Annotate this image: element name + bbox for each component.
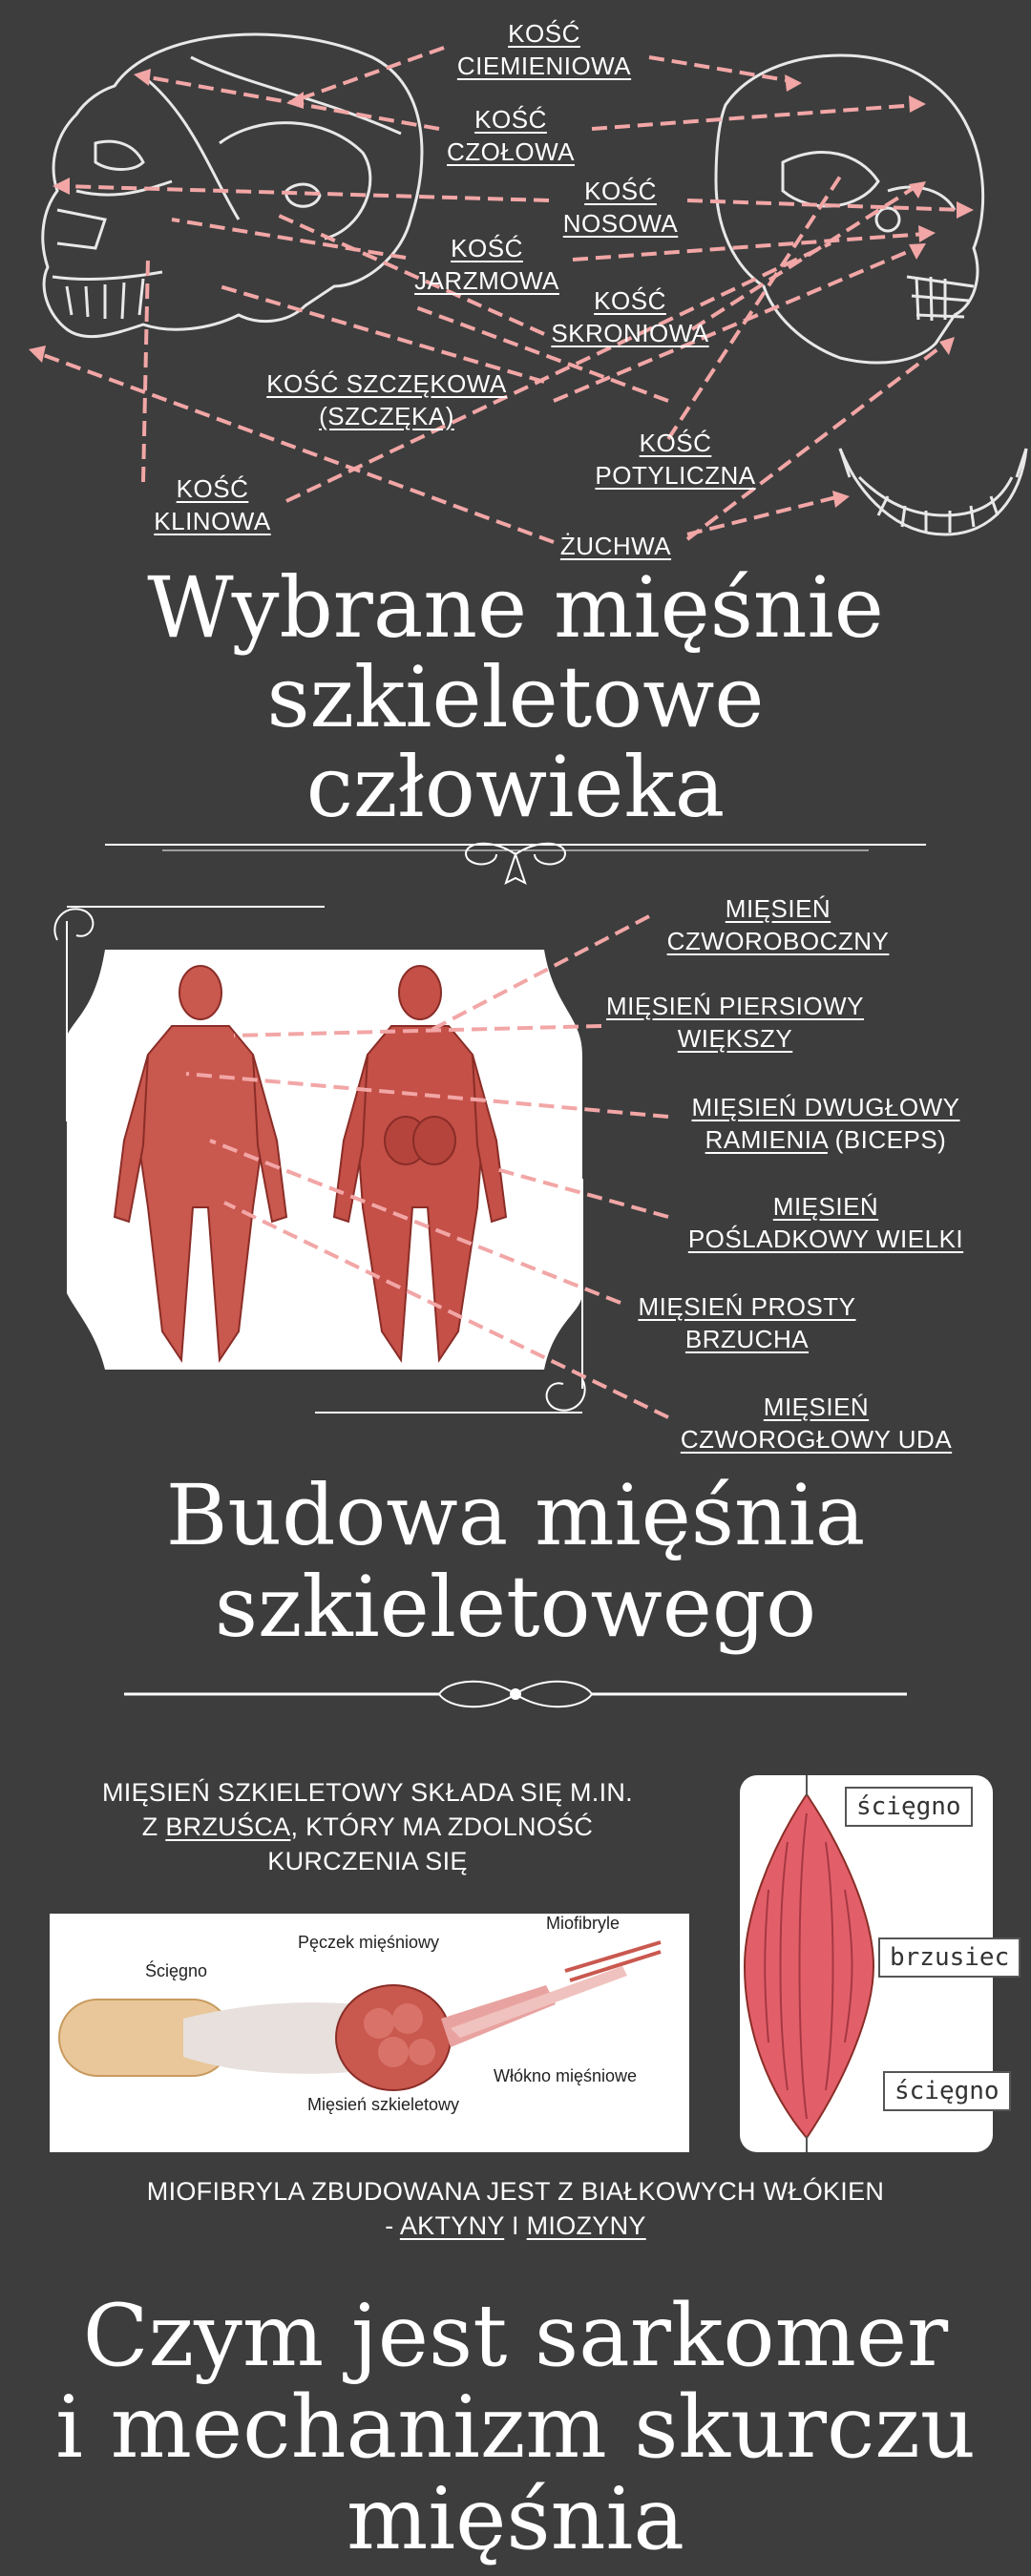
label-line: KLINOWA [154, 507, 271, 535]
label-line: ŻUCHWA [559, 532, 672, 560]
sticky-note-tendon-bottom: ścięgno [883, 2071, 1011, 2111]
label-occipital-bone [573, 427, 778, 492]
label-line: POŚLADKOWY WIELKI [687, 1225, 964, 1253]
label-mandible [544, 530, 687, 562]
actin-term: AKTYNY [399, 2211, 505, 2240]
title-line: szkieletowego [214, 1558, 817, 1656]
label-line: MIĘSIEŃ DWUGŁOWY [691, 1093, 960, 1121]
label-line: MIĘSIEŃ PIERSIOWY [606, 992, 864, 1020]
label-line: SKRONIOWA [551, 319, 709, 347]
label-line: BRZUCHA [684, 1325, 810, 1353]
label-frontal-bone [401, 103, 621, 168]
label-temporal-bone [530, 284, 730, 349]
label-gluteus-maximus [668, 1190, 983, 1255]
muscle-pointer-lines [0, 888, 1031, 1460]
ornamental-divider [124, 1670, 907, 1728]
label-line: CZOŁOWA [447, 137, 575, 166]
title-line: i mechanizm skurczu [55, 2377, 976, 2478]
intro-line: MIĘSIEŃ SZKIELETOWY SKŁADA SIĘ M.IN. [102, 1778, 633, 1807]
label-sphenoid-bone [134, 472, 291, 537]
label-nasal-bone [530, 175, 711, 240]
muscle-belly-card [740, 1775, 1010, 2152]
myosin-term: MIOZYNY [526, 2211, 646, 2240]
intro-line: , KTÓRY MA ZDOLNOŚĆ [290, 1812, 594, 1841]
label-trapezius [640, 892, 916, 957]
label-line: KOŚĆ [176, 474, 249, 503]
title-line: człowieka [305, 738, 726, 836]
title-line: Wybrane mięśnie [147, 558, 884, 657]
diagram-label-myofibrils: Miofibryle [546, 1914, 621, 1933]
diagram-label-muscle-fiber: Włókno mięśniowe [494, 2066, 638, 2085]
label-line: KOŚĆ [584, 177, 657, 205]
diagram-label-fascicle: Pęczek mięśniowy [298, 1933, 440, 1952]
label-line: (BICEPS) [827, 1125, 947, 1154]
label-line: KOŚĆ [474, 105, 547, 134]
ornamental-divider [105, 826, 926, 892]
title-line: mięśnia [347, 2469, 684, 2569]
label-line: POTYLICZNA [595, 461, 756, 490]
sarcomere-section-title [0, 2286, 1031, 2569]
outro-line: MIOFIBRYLA ZBUDOWANA JEST Z BIAŁKOWYCH WŁÓKIEN [146, 2177, 885, 2206]
label-line: WIĘKSZY [677, 1024, 793, 1053]
label-pectoralis-major [587, 990, 883, 1055]
label-line: CZWOROBOCZNY [666, 927, 890, 955]
label-line: RAMIENIA [705, 1125, 828, 1154]
label-line: MIĘSIEŃ [772, 1192, 879, 1221]
label-line: MIĘSIEŃ [725, 894, 831, 923]
label-line: CZWOROGŁOWY UDA [680, 1425, 953, 1454]
label-quadriceps [659, 1391, 974, 1456]
intro-line: Z [141, 1812, 166, 1841]
sticky-note-belly: brzusiec [878, 1937, 1020, 1978]
label-line: KOŚĆ [451, 234, 523, 262]
label-biceps [668, 1091, 983, 1156]
structure-section-title [0, 1466, 1031, 1656]
structure-outro-text [38, 2174, 993, 2243]
label-line: JARZMOWA [414, 266, 559, 295]
label-line: MIĘSIEŃ PROSTY [638, 1292, 856, 1321]
muscles-section-title [0, 558, 1031, 836]
label-line: (SZCZĘKA) [319, 402, 454, 430]
label-line: KOŚĆ [594, 286, 666, 315]
outro-line: - [385, 2211, 400, 2240]
outro-line: I [504, 2211, 527, 2240]
label-parietal-bone [430, 17, 659, 82]
diagram-label-skeletal-muscle: Mięsień szkieletowy [307, 2095, 460, 2114]
muscle-structure-diagram [50, 1914, 689, 2152]
label-rectus-abdominis [621, 1290, 873, 1355]
label-line: MIĘSIEŃ [763, 1393, 870, 1421]
label-line: NOSOWA [562, 209, 679, 238]
label-line: KOŚĆ [508, 19, 580, 48]
title-line: Czym jest sarkomer [82, 2286, 949, 2386]
diagram-label-tendon: Ścięgno [145, 1961, 208, 1980]
label-line: KOŚĆ [639, 429, 712, 457]
structure-intro-text [38, 1775, 697, 1878]
sticky-note-tendon-top: ścięgno [845, 1787, 973, 1827]
title-line: szkieletowe [266, 648, 765, 746]
label-maxilla [243, 367, 530, 432]
label-line: CIEMIENIOWA [456, 52, 632, 80]
label-line: KOŚĆ SZCZĘKOWA [266, 369, 507, 398]
intro-line: KURCZENIA SIĘ [267, 1847, 468, 1875]
title-line: Budowa mięśnia [165, 1466, 866, 1564]
brzusiec-term: BRZUŚCA [165, 1812, 291, 1841]
mandible-image [840, 449, 1026, 534]
